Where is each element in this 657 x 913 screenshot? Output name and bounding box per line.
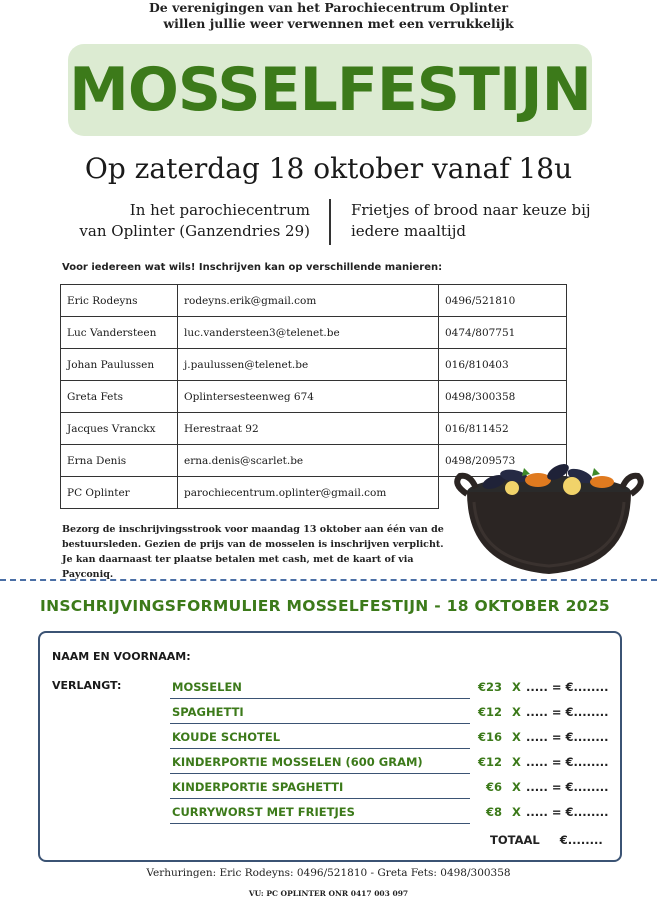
cut-line — [0, 579, 657, 581]
order-item-row[interactable] — [170, 701, 610, 725]
item-times: X — [512, 730, 521, 744]
event-date: Op zaterdag 18 oktober vanaf 18u — [84, 152, 573, 185]
item-underline — [170, 748, 470, 749]
item-name: KINDERPORTIE MOSSELEN (600 GRAM) — [172, 755, 423, 769]
item-quantity-field[interactable]: ..... = €........ — [526, 805, 609, 819]
item-quantity-field[interactable]: ..... = €........ — [526, 705, 609, 719]
order-item-row[interactable] — [170, 751, 610, 775]
item-times: X — [512, 805, 521, 819]
contact-detail[interactable]: luc.vandersteen3@telenet.be — [178, 317, 439, 349]
fries-note — [351, 200, 641, 242]
event-location — [60, 200, 310, 242]
verlangt-label: VERLANGT: — [52, 679, 122, 692]
item-name: KOUDE SCHOTEL — [172, 730, 281, 744]
contact-phone[interactable]: 0474/807751 — [439, 317, 567, 349]
delivery-line-1: Bezorg de inschrijvingsstrook voor maandag 13 oktober aan één van de — [62, 524, 444, 535]
contact-name: Jacques Vranckx — [61, 413, 178, 445]
location-line-2: van Oplinter (Ganzendries 29) — [79, 222, 310, 240]
intro-line-2: willen jullie weer verwennen met een verrukkelijk — [163, 16, 514, 31]
order-item-row[interactable] — [170, 676, 610, 700]
contact-name: Erna Denis — [61, 445, 178, 477]
mussel-pot-illustration — [454, 462, 644, 582]
item-price: €16 — [477, 730, 502, 744]
order-item-row[interactable] — [170, 801, 610, 825]
name-label[interactable]: NAAM EN VOORNAAM: — [52, 650, 191, 663]
contact-detail[interactable]: Oplintersesteenweg 674 — [178, 381, 439, 413]
contact-name: Eric Rodeyns — [61, 285, 178, 317]
form-title: INSCHRIJVINGSFORMULIER MOSSELFESTIJN - 18 OKTOBER 2025 — [40, 597, 610, 615]
item-underline — [170, 798, 470, 799]
contact-name: Johan Paulussen — [61, 349, 178, 381]
item-price: €8 — [485, 805, 502, 819]
item-name: MOSSELEN — [172, 680, 242, 694]
fries-line-1: Frietjes of brood naar keuze bij — [351, 201, 591, 219]
contact-phone[interactable]: 0498/300358 — [439, 381, 567, 413]
item-name: SPAGHETTI — [172, 705, 244, 719]
footer-publisher: VU: PC OPLINTER ONR 0417 003 097 — [248, 889, 409, 898]
item-price: €23 — [477, 680, 502, 694]
vertical-divider — [329, 199, 331, 245]
item-times: X — [512, 755, 521, 769]
item-underline — [170, 698, 470, 699]
delivery-line-2: bestuursleden. Gezien de prijs van de mosselen is inschrijven verplicht. — [62, 539, 444, 550]
contact-phone[interactable]: 0498/209573 — [439, 445, 567, 477]
total-value[interactable]: €........ — [559, 833, 603, 847]
item-underline — [170, 723, 470, 724]
item-underline — [170, 823, 470, 824]
contact-row — [61, 349, 567, 381]
item-price: €6 — [485, 780, 502, 794]
contact-detail[interactable]: parochiecentrum.oplinter@gmail.com — [178, 477, 439, 509]
contact-row — [61, 285, 567, 317]
total-line[interactable] — [490, 833, 603, 847]
contact-phone[interactable]: 0496/521810 — [439, 285, 567, 317]
item-times: X — [512, 780, 521, 794]
total-label: TOTAAL — [490, 833, 540, 847]
item-name: KINDERPORTIE SPAGHETTI — [172, 780, 344, 794]
contact-name: Greta Fets — [61, 381, 178, 413]
item-quantity-field[interactable]: ..... = €........ — [526, 755, 609, 769]
item-times: X — [512, 680, 521, 694]
contact-row — [61, 381, 567, 413]
order-item-row[interactable] — [170, 726, 610, 750]
delivery-line-3: Je kan daarnaast ter plaatse betalen met cash, met de kaart of via Payconiq. — [62, 554, 414, 580]
item-quantity-field[interactable]: ..... = €........ — [526, 680, 609, 694]
contact-name: PC Oplinter — [61, 477, 178, 509]
contact-row — [61, 413, 567, 445]
footer-rentals: Verhuringen: Eric Rodeyns: 0496/521810 - Greta Fets: 0498/300358 — [146, 867, 511, 879]
item-underline — [170, 773, 470, 774]
contact-row — [61, 317, 567, 349]
contact-name: Luc Vandersteen — [61, 317, 178, 349]
contact-detail[interactable]: erna.denis@scarlet.be — [178, 445, 439, 477]
item-quantity-field[interactable]: ..... = €........ — [526, 780, 609, 794]
item-name: CURRYWORST MET FRIETJES — [172, 805, 355, 819]
contact-phone[interactable]: 016/811452 — [439, 413, 567, 445]
item-times: X — [512, 705, 521, 719]
order-item-row[interactable] — [170, 776, 610, 800]
event-title: MOSSELFESTIJN — [69, 55, 591, 125]
fries-line-2: iedere maaltijd — [351, 222, 466, 240]
intro-text — [0, 0, 657, 32]
contact-detail[interactable]: rodeyns.erik@gmail.com — [178, 285, 439, 317]
contact-detail[interactable]: j.paulussen@telenet.be — [178, 349, 439, 381]
delivery-note — [62, 522, 462, 582]
item-price: €12 — [477, 705, 502, 719]
contact-phone[interactable]: 016/810403 — [439, 349, 567, 381]
intro-line-1: De verenigingen van het Parochiecentrum Oplinter — [148, 0, 509, 15]
item-quantity-field[interactable]: ..... = €........ — [526, 730, 609, 744]
location-line-1: In het parochiecentrum — [129, 201, 310, 219]
inscription-note: Voor iedereen wat wils! Inschrijven kan op verschillende manieren: — [62, 262, 443, 273]
item-price: €12 — [477, 755, 502, 769]
title-banner — [68, 44, 592, 136]
contact-detail[interactable]: Herestraat 92 — [178, 413, 439, 445]
